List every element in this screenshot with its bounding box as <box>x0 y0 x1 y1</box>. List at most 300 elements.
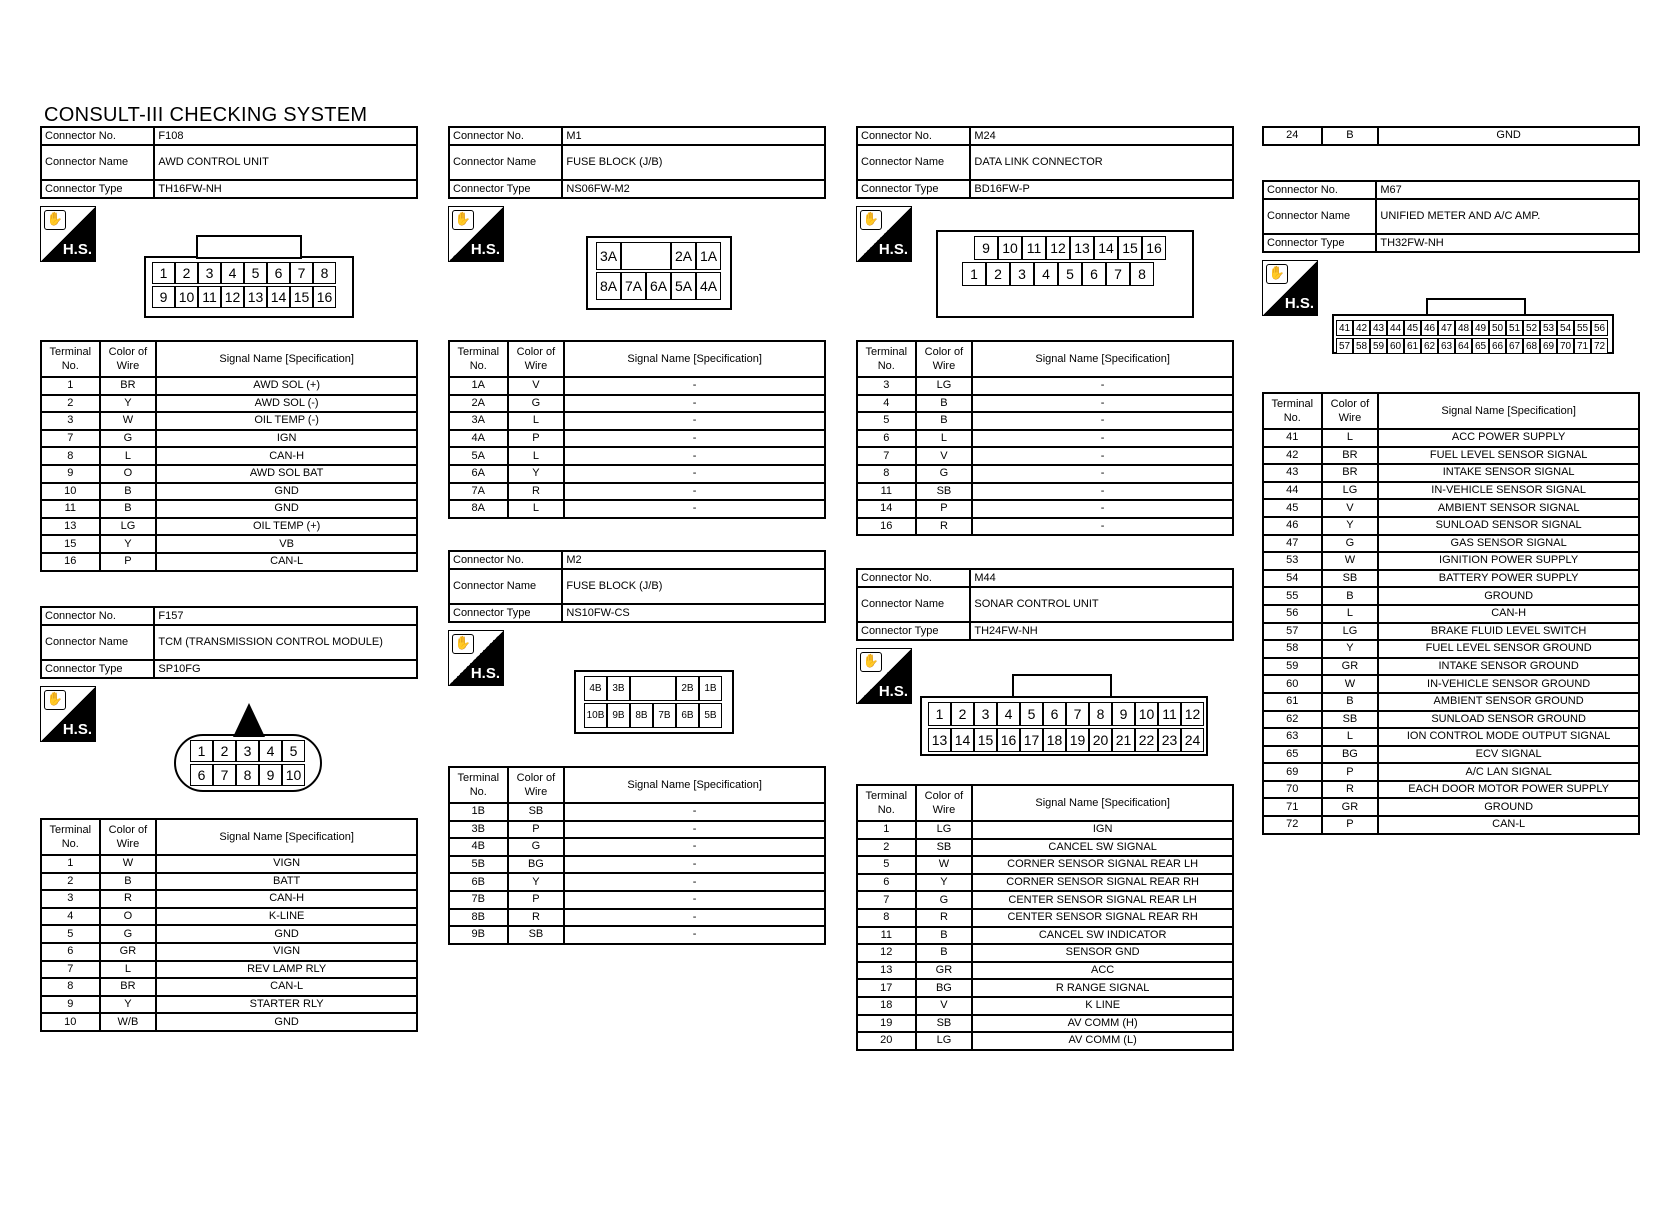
signal-name: IGNITION POWER SUPPLY <box>1378 552 1639 570</box>
pin: 9 <box>152 286 175 308</box>
table-row <box>41 978 417 996</box>
connector-no-value: F108 <box>154 127 417 145</box>
pin: 53 <box>1540 320 1557 336</box>
signal-name: CANCEL SW SIGNAL <box>972 839 1233 857</box>
terminal-no-header: Terminal No. <box>857 785 916 821</box>
terminal-no: 8 <box>857 465 916 483</box>
signal-name: - <box>564 909 825 927</box>
table-row <box>1263 552 1639 570</box>
table-row <box>41 535 417 553</box>
table-row <box>41 553 417 571</box>
table-row <box>857 395 1233 413</box>
pin: 8 <box>1130 262 1154 286</box>
pin-row <box>928 702 1204 726</box>
pin: 65 <box>1472 338 1489 354</box>
pin: 6 <box>267 262 290 284</box>
hs-icon <box>448 206 504 262</box>
wire-color-header: Color of Wire <box>508 341 565 377</box>
pin-row <box>974 236 1166 260</box>
connector-info-table <box>856 568 1234 641</box>
wire-color: B <box>916 412 973 430</box>
pin: 64 <box>1455 338 1472 354</box>
signal-name: ACC POWER SUPPLY <box>1378 429 1639 447</box>
pin-row <box>152 286 336 308</box>
signal-name: OIL TEMP (+) <box>156 518 417 536</box>
connector-name-value: DATA LINK CONNECTOR <box>970 145 1233 180</box>
table-row <box>857 500 1233 518</box>
connector-no-value: M2 <box>562 551 825 569</box>
signal-name: ACC <box>972 962 1233 980</box>
wire-color: R <box>916 909 973 927</box>
wire-color: W <box>100 412 157 430</box>
pin: 4A <box>696 272 721 300</box>
wire-color: L <box>100 447 157 465</box>
wire-color: L <box>508 500 565 518</box>
table-row <box>857 856 1233 874</box>
terminal-table <box>40 340 418 572</box>
table-row <box>857 447 1233 465</box>
wire-color: B <box>1322 127 1379 145</box>
connector-no-value: M44 <box>970 569 1233 587</box>
hs-icon <box>40 206 96 262</box>
signal-name-header: Signal Name [Specification] <box>156 341 417 377</box>
wire-color: P <box>100 553 157 571</box>
pin: 10 <box>998 236 1022 260</box>
wire-color: SB <box>916 1015 973 1033</box>
signal-name: CENTER SENSOR SIGNAL REAR LH <box>972 891 1233 909</box>
signal-name: - <box>972 465 1233 483</box>
signal-name: AWD SOL (-) <box>156 395 417 413</box>
pin: 21 <box>1112 728 1135 752</box>
connector-name-label: Connector Name <box>41 145 154 180</box>
wire-color: P <box>916 500 973 518</box>
wire-color: P <box>1322 816 1379 834</box>
signal-name: - <box>564 465 825 483</box>
pin: 45 <box>1404 320 1421 336</box>
terminal-no: 4 <box>857 395 916 413</box>
connector-name-label: Connector Name <box>1263 199 1376 234</box>
hand-icon: ✋ <box>44 690 66 710</box>
pin-row <box>584 676 722 701</box>
terminal-table <box>856 340 1234 536</box>
wire-color: V <box>508 377 565 395</box>
wire-color: L <box>1322 728 1379 746</box>
signal-name: ECV SIGNAL <box>1378 746 1639 764</box>
signal-name: AV COMM (H) <box>972 1015 1233 1033</box>
wire-color: B <box>100 483 157 501</box>
signal-name: VB <box>156 535 417 553</box>
pin: 14 <box>1094 236 1118 260</box>
table-row <box>1263 517 1639 535</box>
table-row <box>1263 570 1639 588</box>
pin: 16 <box>997 728 1020 752</box>
wire-color: V <box>916 447 973 465</box>
signal-name: INTAKE SENSOR SIGNAL <box>1378 464 1639 482</box>
wire-color: Y <box>508 465 565 483</box>
pin: 68 <box>1523 338 1540 354</box>
signal-name: K LINE <box>972 997 1233 1015</box>
terminal-no: 15 <box>41 535 100 553</box>
wire-color: SB <box>508 803 565 821</box>
wire-color: Y <box>916 874 973 892</box>
wire-color: B <box>916 395 973 413</box>
table-row <box>449 395 825 413</box>
terminal-no: 7 <box>857 447 916 465</box>
terminal-table-M24-cont <box>1262 126 1640 146</box>
wire-color: G <box>1322 535 1379 553</box>
pin: 71 <box>1574 338 1591 354</box>
pin: 49 <box>1472 320 1489 336</box>
wire-color: Y <box>1322 517 1379 535</box>
signal-name: GND <box>156 500 417 518</box>
pin: 16 <box>313 286 336 308</box>
wire-color-header: Color of Wire <box>508 767 565 803</box>
signal-name: CAN-L <box>156 978 417 996</box>
connector-face-M1 <box>586 236 732 310</box>
pin: 13 <box>928 728 951 752</box>
terminal-no: 60 <box>1263 675 1322 693</box>
pin: 4B <box>584 676 607 701</box>
wire-color: P <box>508 430 565 448</box>
connector-info-table <box>1262 180 1640 253</box>
connector-name-value: AWD CONTROL UNIT <box>154 145 417 180</box>
table-row <box>1263 798 1639 816</box>
wire-color: BR <box>100 978 157 996</box>
terminal-no: 3 <box>41 412 100 430</box>
signal-name: IGN <box>972 821 1233 839</box>
wire-color: LG <box>916 1032 973 1050</box>
terminal-no: 8A <box>449 500 508 518</box>
terminal-no: 1A <box>449 377 508 395</box>
table-row <box>449 447 825 465</box>
wire-color-header: Color of Wire <box>100 341 157 377</box>
pin: 6 <box>190 764 213 786</box>
table-row <box>857 874 1233 892</box>
terminal-no: 7B <box>449 891 508 909</box>
pin: 2B <box>676 676 699 701</box>
signal-name-header: Signal Name [Specification] <box>972 785 1233 821</box>
pin: 69 <box>1540 338 1557 354</box>
hs-icon <box>856 206 912 262</box>
signal-name: CAN-H <box>156 447 417 465</box>
pin: 48 <box>1455 320 1472 336</box>
signal-name: - <box>564 838 825 856</box>
terminal-no: 56 <box>1263 605 1322 623</box>
table-row <box>449 377 825 395</box>
terminal-no-header: Terminal No. <box>449 767 508 803</box>
terminal-no: 7 <box>41 961 100 979</box>
pin: 70 <box>1557 338 1574 354</box>
pin: 46 <box>1421 320 1438 336</box>
connector-no-label: Connector No. <box>1263 181 1376 199</box>
terminal-no: 1 <box>41 855 100 873</box>
pin-row <box>596 272 721 300</box>
connector-info-M1 <box>448 126 826 199</box>
terminal-no: 1 <box>41 377 100 395</box>
page-title: CONSULT-III CHECKING SYSTEM <box>44 104 368 126</box>
pin: 8 <box>1089 702 1112 726</box>
terminal-no: 6B <box>449 873 508 891</box>
pin: 11 <box>1158 702 1181 726</box>
pin: 2 <box>175 262 198 284</box>
terminal-table-M1 <box>448 340 826 519</box>
signal-name-header: Signal Name [Specification] <box>972 341 1233 377</box>
pin-row <box>152 262 336 284</box>
hand-icon: ✋ <box>1266 264 1288 284</box>
signal-name: - <box>564 821 825 839</box>
pin: 5A <box>671 272 696 300</box>
pin-row <box>1336 338 1608 354</box>
connector-no-label: Connector No. <box>857 127 970 145</box>
connector-no-value: M1 <box>562 127 825 145</box>
wire-color: B <box>100 500 157 518</box>
pin: 55 <box>1574 320 1591 336</box>
signal-name: CAN-L <box>156 553 417 571</box>
connector-type-label: Connector Type <box>1263 234 1376 252</box>
pin: 44 <box>1387 320 1404 336</box>
wire-color: P <box>508 821 565 839</box>
signal-name: - <box>972 395 1233 413</box>
signal-name: GND <box>156 925 417 943</box>
pin: 23 <box>1158 728 1181 752</box>
table-row <box>1263 763 1639 781</box>
connector-name-value: FUSE BLOCK (J/B) <box>562 569 825 604</box>
table-row <box>1263 640 1639 658</box>
table-row <box>449 926 825 944</box>
pin: 60 <box>1387 338 1404 354</box>
signal-name: BATT <box>156 873 417 891</box>
wire-color: Y <box>1322 640 1379 658</box>
table-row <box>41 430 417 448</box>
table-row <box>449 483 825 501</box>
pin: 66 <box>1489 338 1506 354</box>
pin: 1 <box>962 262 986 286</box>
terminal-no: 4B <box>449 838 508 856</box>
hs-icon <box>40 686 96 742</box>
pin: 54 <box>1557 320 1574 336</box>
wire-color: O <box>100 465 157 483</box>
signal-name: - <box>564 395 825 413</box>
pin: 62 <box>1421 338 1438 354</box>
terminal-no: 5B <box>449 856 508 874</box>
table-row <box>41 855 417 873</box>
signal-name: - <box>564 500 825 518</box>
terminal-no: 3 <box>857 377 916 395</box>
connector-name-value: TCM (TRANSMISSION CONTROL MODULE) <box>154 625 417 660</box>
wire-color: L <box>508 412 565 430</box>
terminal-no: 12 <box>857 944 916 962</box>
terminal-no: 70 <box>1263 781 1322 799</box>
table-row <box>449 891 825 909</box>
pin: 24 <box>1181 728 1204 752</box>
table-row <box>857 839 1233 857</box>
pin: 4 <box>259 740 282 762</box>
connector-info-F108 <box>40 126 418 199</box>
signal-name: GND <box>156 1013 417 1031</box>
table-row <box>41 890 417 908</box>
signal-name: - <box>972 430 1233 448</box>
terminal-no: 5 <box>857 412 916 430</box>
pin: 17 <box>1020 728 1043 752</box>
signal-name: - <box>564 412 825 430</box>
connector-info-F157 <box>40 606 418 679</box>
table-row <box>41 483 417 501</box>
terminal-no: 3A <box>449 412 508 430</box>
wire-color: G <box>100 430 157 448</box>
pin: 12 <box>1181 702 1204 726</box>
terminal-no: 61 <box>1263 693 1322 711</box>
hs-label: H.S. <box>878 241 908 258</box>
table-row <box>41 447 417 465</box>
pin: 7 <box>1066 702 1089 726</box>
signal-name: - <box>972 447 1233 465</box>
wire-color: L <box>916 430 973 448</box>
pin-row <box>928 728 1204 752</box>
table-row <box>857 962 1233 980</box>
wire-color: R <box>100 890 157 908</box>
wire-color: BR <box>100 377 157 395</box>
pin-row <box>596 242 721 270</box>
signal-name: GROUND <box>1378 798 1639 816</box>
pin: 42 <box>1353 320 1370 336</box>
terminal-no: 8B <box>449 909 508 927</box>
terminal-no: 9 <box>41 465 100 483</box>
pin: 19 <box>1066 728 1089 752</box>
signal-name: - <box>972 377 1233 395</box>
terminal-no: 72 <box>1263 816 1322 834</box>
terminal-no: 4A <box>449 430 508 448</box>
pin: 8 <box>313 262 336 284</box>
terminal-no: 46 <box>1263 517 1322 535</box>
table-row <box>857 465 1233 483</box>
terminal-no: 41 <box>1263 429 1322 447</box>
signal-name: AMBIENT SENSOR SIGNAL <box>1378 499 1639 517</box>
table-row <box>449 803 825 821</box>
signal-name: - <box>564 891 825 909</box>
connector-no-label: Connector No. <box>41 607 154 625</box>
wire-color: L <box>1322 605 1379 623</box>
wire-color: B <box>1322 693 1379 711</box>
terminal-no: 13 <box>41 518 100 536</box>
signal-name: A/C LAN SIGNAL <box>1378 763 1639 781</box>
table-row <box>449 873 825 891</box>
connector-type-value: NS10FW-CS <box>562 604 825 622</box>
connector-latch <box>233 703 265 737</box>
pin: 9 <box>1112 702 1135 726</box>
terminal-no: 42 <box>1263 447 1322 465</box>
terminal-table <box>40 818 418 1032</box>
signal-name: STARTER RLY <box>156 996 417 1014</box>
table-row <box>449 465 825 483</box>
pin: 15 <box>1118 236 1142 260</box>
wire-color: GR <box>1322 658 1379 676</box>
table-row <box>857 518 1233 536</box>
signal-name: - <box>564 483 825 501</box>
connector-type-label: Connector Type <box>41 180 154 198</box>
signal-name: GROUND <box>1378 587 1639 605</box>
connector-type-label: Connector Type <box>41 660 154 678</box>
wire-color: LG <box>916 377 973 395</box>
wire-color: LG <box>1322 482 1379 500</box>
terminal-no: 20 <box>857 1032 916 1050</box>
pin: 1 <box>190 740 213 762</box>
pin: 14 <box>267 286 290 308</box>
signal-name: FUEL LEVEL SENSOR SIGNAL <box>1378 447 1639 465</box>
wire-color-header: Color of Wire <box>100 819 157 855</box>
table-row <box>1263 587 1639 605</box>
table-row <box>1263 693 1639 711</box>
table-row <box>1263 535 1639 553</box>
table-row <box>41 395 417 413</box>
wire-color: L <box>100 961 157 979</box>
wire-color: L <box>1322 429 1379 447</box>
table-row <box>41 377 417 395</box>
signal-name: AV COMM (L) <box>972 1032 1233 1050</box>
signal-name: CANCEL SW INDICATOR <box>972 927 1233 945</box>
table-row <box>1263 605 1639 623</box>
terminal-no: 45 <box>1263 499 1322 517</box>
wire-color: P <box>508 891 565 909</box>
table-row <box>41 518 417 536</box>
pin: 3 <box>236 740 259 762</box>
signal-name: SENSOR GND <box>972 944 1233 962</box>
pin: 15 <box>974 728 997 752</box>
hand-icon: ✋ <box>44 210 66 230</box>
terminal-no-header: Terminal No. <box>1263 393 1322 429</box>
terminal-no: 18 <box>857 997 916 1015</box>
pin: 41 <box>1336 320 1353 336</box>
signal-name: CAN-L <box>1378 816 1639 834</box>
terminal-no: 10 <box>41 1013 100 1031</box>
connector-info-table <box>448 550 826 623</box>
table-row <box>41 1013 417 1031</box>
hs-icon <box>856 648 912 704</box>
hs-label: H.S. <box>1284 295 1314 312</box>
signal-name: IGN <box>156 430 417 448</box>
pin: 12 <box>221 286 244 308</box>
signal-name: SUNLOAD SENSOR SIGNAL <box>1378 517 1639 535</box>
wire-color: W <box>1322 552 1379 570</box>
wire-color: V <box>916 997 973 1015</box>
pin: 3 <box>1010 262 1034 286</box>
pin: 5 <box>282 740 305 762</box>
connector-type-value: TH16FW-NH <box>154 180 417 198</box>
signal-name: REV LAMP RLY <box>156 961 417 979</box>
pin: 20 <box>1089 728 1112 752</box>
terminal-table <box>448 766 826 945</box>
signal-name-header: Signal Name [Specification] <box>564 341 825 377</box>
pin: 1 <box>928 702 951 726</box>
table-row <box>1263 623 1639 641</box>
hs-label: H.S. <box>62 721 92 738</box>
pin-row <box>1336 320 1608 336</box>
terminal-no: 8 <box>41 978 100 996</box>
pin-row <box>584 703 722 728</box>
pin: 16 <box>1142 236 1166 260</box>
pin: 10 <box>1135 702 1158 726</box>
terminal-no: 3 <box>41 890 100 908</box>
signal-name: CENTER SENSOR SIGNAL REAR RH <box>972 909 1233 927</box>
terminal-no: 7 <box>41 430 100 448</box>
terminal-no-header: Terminal No. <box>857 341 916 377</box>
signal-name: EACH DOOR MOTOR POWER SUPPLY <box>1378 781 1639 799</box>
connector-no-label: Connector No. <box>41 127 154 145</box>
hand-icon: ✋ <box>452 634 474 654</box>
wire-color: BG <box>1322 746 1379 764</box>
wire-color: B <box>100 873 157 891</box>
pin: 59 <box>1370 338 1387 354</box>
wire-color: SB <box>916 483 973 501</box>
